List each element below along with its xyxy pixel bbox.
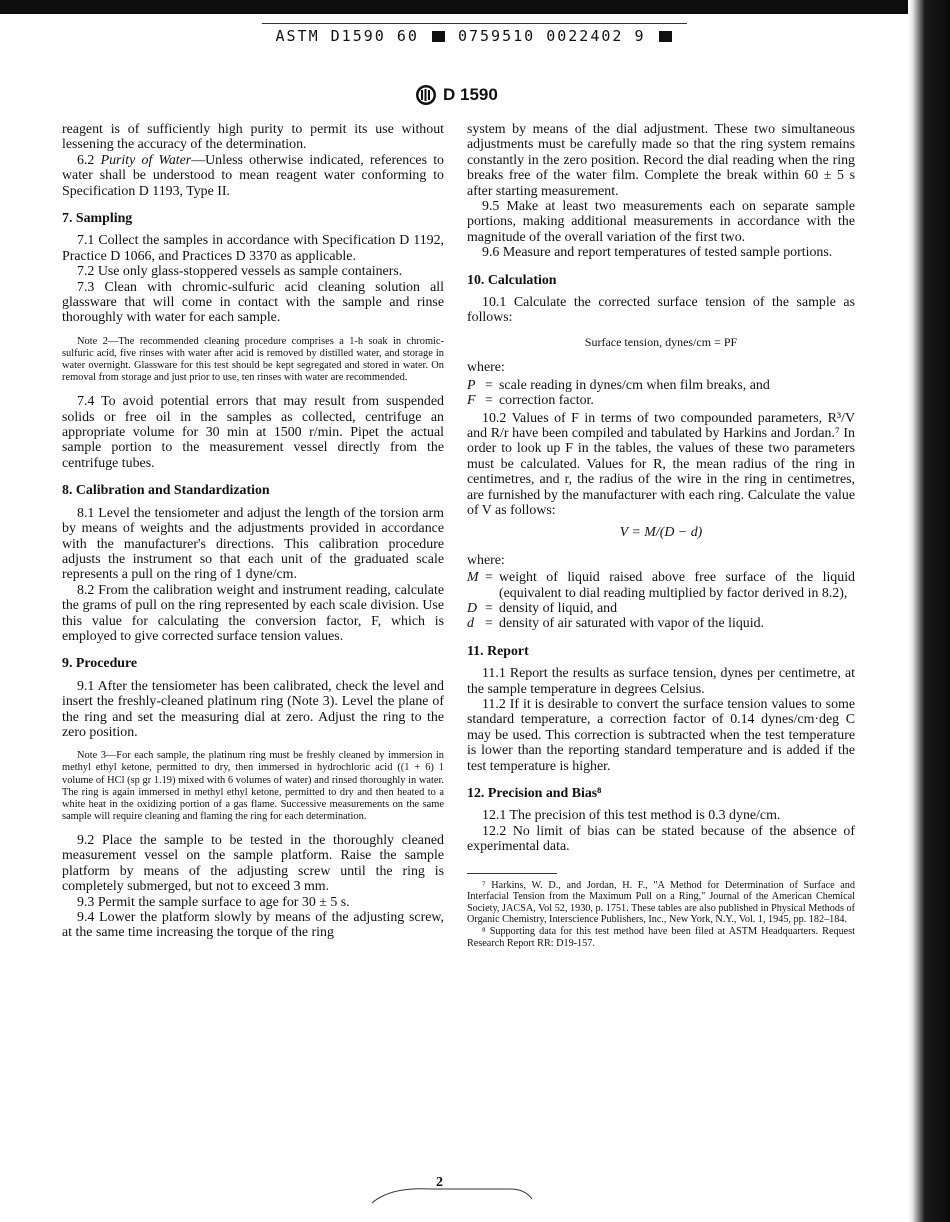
- paragraph: reagent is of sufficiently high purity to permit its use without lessening the accuracy of the determination.: [62, 122, 444, 153]
- astm-logo-icon: [415, 84, 437, 106]
- paragraph-11-2: 11.2 If it is desirable to convert the surface tension values to some standard temperature, a correction factor of 0.14 dynes/cm·deg C may be used. This correction is subtracted when the test temperature is lower than the reporting standard temperature and is added if the test temperature is higher.: [467, 697, 855, 774]
- paragraph-7-4: 7.4 To avoid potential errors that may result from suspended solids or free oil in the samples as collected, centrifuge an appropriate volume for 30 min at 1500 r/min. Pipet the actual sample portion to the measurement vessel directly from the centrifuge tubes.: [62, 394, 444, 471]
- definition-symbol: M: [467, 570, 479, 586]
- paragraph-7-3: 7.3 Clean with chromic-sulfuric acid cleaning solution all glassware that will come in contact with the sample and rinse thoroughly with water for each sample.: [62, 279, 444, 326]
- equation-surface-tension: Surface tension, dynes/cm = PF: [584, 334, 738, 349]
- definition-equals: =: [485, 570, 493, 586]
- paragraph-10-1: 10.1 Calculate the corrected surface tension of the sample as follows:: [467, 295, 855, 326]
- definition-row: [467, 616, 855, 631]
- standard-header: [415, 83, 498, 107]
- definition-symbol: F: [467, 393, 476, 409]
- footnote-divider: [467, 873, 557, 874]
- paragraph-9-1: 9.1 After the tensiometer has been calibrated, check the level and insert the freshly-cleaned platinum ring (Note 3). Level the plane of the ring and set the measuring dial at zero. Adjust the ring to the zero position.: [62, 678, 444, 740]
- definition-list: [467, 570, 855, 632]
- page-number: 2: [436, 1175, 443, 1190]
- paragraph-9-3: 9.3 Permit the sample surface to age for 30 ± 5 s.: [77, 894, 350, 910]
- section-heading-report: 11. Report: [467, 643, 529, 659]
- subsection-title: Purity of Water: [100, 152, 192, 168]
- paragraph-10-2: 10.2 Values of F in terms of two compounded parameters, R³/V and R/r have been compiled and tabulated by Harkins and Jordan.⁷ In order to look up F in the tables, the values of these two parameters must be calculated. Values for R, the mean radius of the ring in centimetres, and r, the radius of the wire in the ring in centimetres, are furnished by the manufacturer with each ring. Calculate the value of V as follows:: [467, 410, 855, 518]
- definition-equals: =: [485, 377, 493, 393]
- page-swirl-mark: [370, 1181, 540, 1205]
- definition-text: correction factor.: [499, 393, 594, 409]
- top-scan-bar: [0, 0, 950, 14]
- where-label: where:: [467, 552, 505, 568]
- definition-text: density of air saturated with vapor of the liquid.: [499, 616, 765, 632]
- barcode-block: [659, 31, 672, 42]
- paragraph-9-5: 9.5 Make at least two measurements each on separate sample portions, making additional measurements in accordance with the magnitude of the overall variation of the first two.: [467, 199, 855, 245]
- paragraph: system by means of the dial adjustment. These two simultaneous adjustments must be carefully made so that the ring system remains constantly in the zero position. Record the dial reading when the ring breaks free of the water film. Complete the break within 60 ± 5 s after starting measurement.: [467, 122, 855, 199]
- paragraph-9-6: 9.6 Measure and report temperatures of tested sample portions.: [482, 245, 833, 261]
- definition-row: [467, 570, 855, 601]
- definition-row: [467, 393, 855, 408]
- where-label: where:: [467, 360, 505, 376]
- document-code-line: [262, 23, 687, 48]
- paragraph-12-2: 12.2 No limit of bias can be stated because of the absence of experimental data.: [467, 823, 855, 855]
- document-code-left: ASTM D1590 60: [275, 27, 419, 45]
- section-heading-procedure: 9. Procedure: [62, 656, 138, 672]
- definition-symbol: P: [467, 377, 476, 393]
- paragraph-6-2: [62, 153, 444, 199]
- definition-list: [467, 378, 855, 409]
- paragraph-9-2: 9.2 Place the sample to be tested in the thoroughly cleaned measurement vessel on the sample platform. Raise the sample platform by means of the adjusting screw until the ring is completely submerged, but not to exceed 3 mm.: [62, 832, 444, 895]
- paragraph-text: —Unless otherwise indicated, references to water shall be understood to mean reagent water conforming to Specification D 1193, Type II.: [62, 152, 445, 199]
- section-heading-calibration: 8. Calibration and Standardization: [62, 483, 270, 499]
- definition-equals: =: [485, 616, 493, 632]
- definition-row: [467, 378, 855, 393]
- note-2: Note 2—The recommended cleaning procedure comprises a 1-h soak in chromic-sulfuric acid, five rinses with water after acid is removed by distilled water, and storage in water overnight. Glassware for this test should be kept segregated and stored in water. On removal from storage and just prior to use, ten rinses with water are recommended.: [62, 335, 444, 384]
- section-heading-precision: 12. Precision and Bias⁸: [467, 786, 602, 802]
- definition-row: [467, 601, 855, 616]
- section-heading-calculation: 10. Calculation: [467, 272, 557, 288]
- paragraph-8-2: 8.2 From the calibration weight and instrument reading, calculate the grams of pull on the ring represented by each scale division. Use this value for calculating the conversion factor, F, which is employed to give corrected surface tension values.: [62, 582, 444, 644]
- definition-text: scale reading in dynes/cm when film breaks, and: [499, 377, 770, 393]
- note-3: Note 3—For each sample, the platinum ring must be freshly cleaned by immersion in methyl ethyl ketone, permitted to dry, then immersed in hydrochloric acid ((1 + 6) 1 volume of HCl (sp gr 1.19) mixed with 6 volumes of water) and rinsed thoroughly in water. The ring is again immersed in methyl ethyl ketone, permitted to dry and then heated to a white heat in the oxidizing portion of a gas flame. Successive measurements on the same sample will require cleaning and flaming the ring for each determination.: [62, 750, 444, 822]
- definition-text: density of liquid, and: [499, 600, 618, 616]
- section-number: 6.2: [77, 152, 95, 168]
- definition-symbol: d: [467, 616, 474, 632]
- paragraph-11-1: 11.1 Report the results as surface tension, dynes per centimetre, at the sample temperature in degrees Celsius.: [467, 666, 855, 697]
- definition-equals: =: [485, 600, 493, 616]
- paragraph-7-1: 7.1 Collect the samples in accordance with Specification D 1192, Practice D 1066, and Practices D 3370 as applicable.: [62, 233, 444, 264]
- paragraph-9-4: 9.4 Lower the platform slowly by means of the adjusting screw, at the same time increasing the torque of the ring: [62, 909, 444, 941]
- definition-text: weight of liquid raised above free surface of the liquid (equivalent to dial reading multiplied by factor derived in 8.2),: [499, 570, 855, 601]
- paragraph-7-2: 7.2 Use only glass-stoppered vessels as sample containers.: [77, 264, 403, 280]
- definition-symbol: D: [467, 600, 478, 616]
- document-id: D 1590: [443, 85, 498, 104]
- scan-edge-shadow: [908, 0, 950, 1222]
- left-column: [62, 122, 444, 941]
- footnote-7: ⁷ Harkins, W. D., and Jordan, H. F., "A Method for Determination of Surface and Interfacial Tension from the Maximum Pull on a Ring," Journal of the American Chemical Society, JACSA, Vol 52, 1930, p. 1751. These tables are also published in Physical Methods of Organic Chemistry, Interscience Publishers, Inc., New York, N.Y., Vol. 1, 1945, pp. 182–184.: [467, 879, 855, 926]
- section-heading-sampling: 7. Sampling: [62, 211, 133, 227]
- paragraph-12-1: 12.1 The precision of this test method is 0.3 dyne/cm.: [482, 808, 781, 824]
- document-code-mid: 0759510 0022402 9: [457, 27, 646, 45]
- equation-volume: V = M/(D − d): [619, 525, 703, 541]
- right-column: [467, 122, 855, 949]
- paragraph-8-1: 8.1 Level the tensiometer and adjust the length of the torsion arm by means of weights and the adjustments provided in accordance with the manufacturer's directions. This calibration procedure adjusts the instrument so that each unit of the graduated scale represents a pull on the ring of 1 dyne/cm.: [62, 505, 444, 583]
- footnote-8: ⁸ Supporting data for this test method have been filed at ASTM Headquarters. Request Research Report RR: D19-157.: [467, 926, 855, 949]
- barcode-block: [432, 31, 445, 42]
- definition-equals: =: [485, 393, 493, 409]
